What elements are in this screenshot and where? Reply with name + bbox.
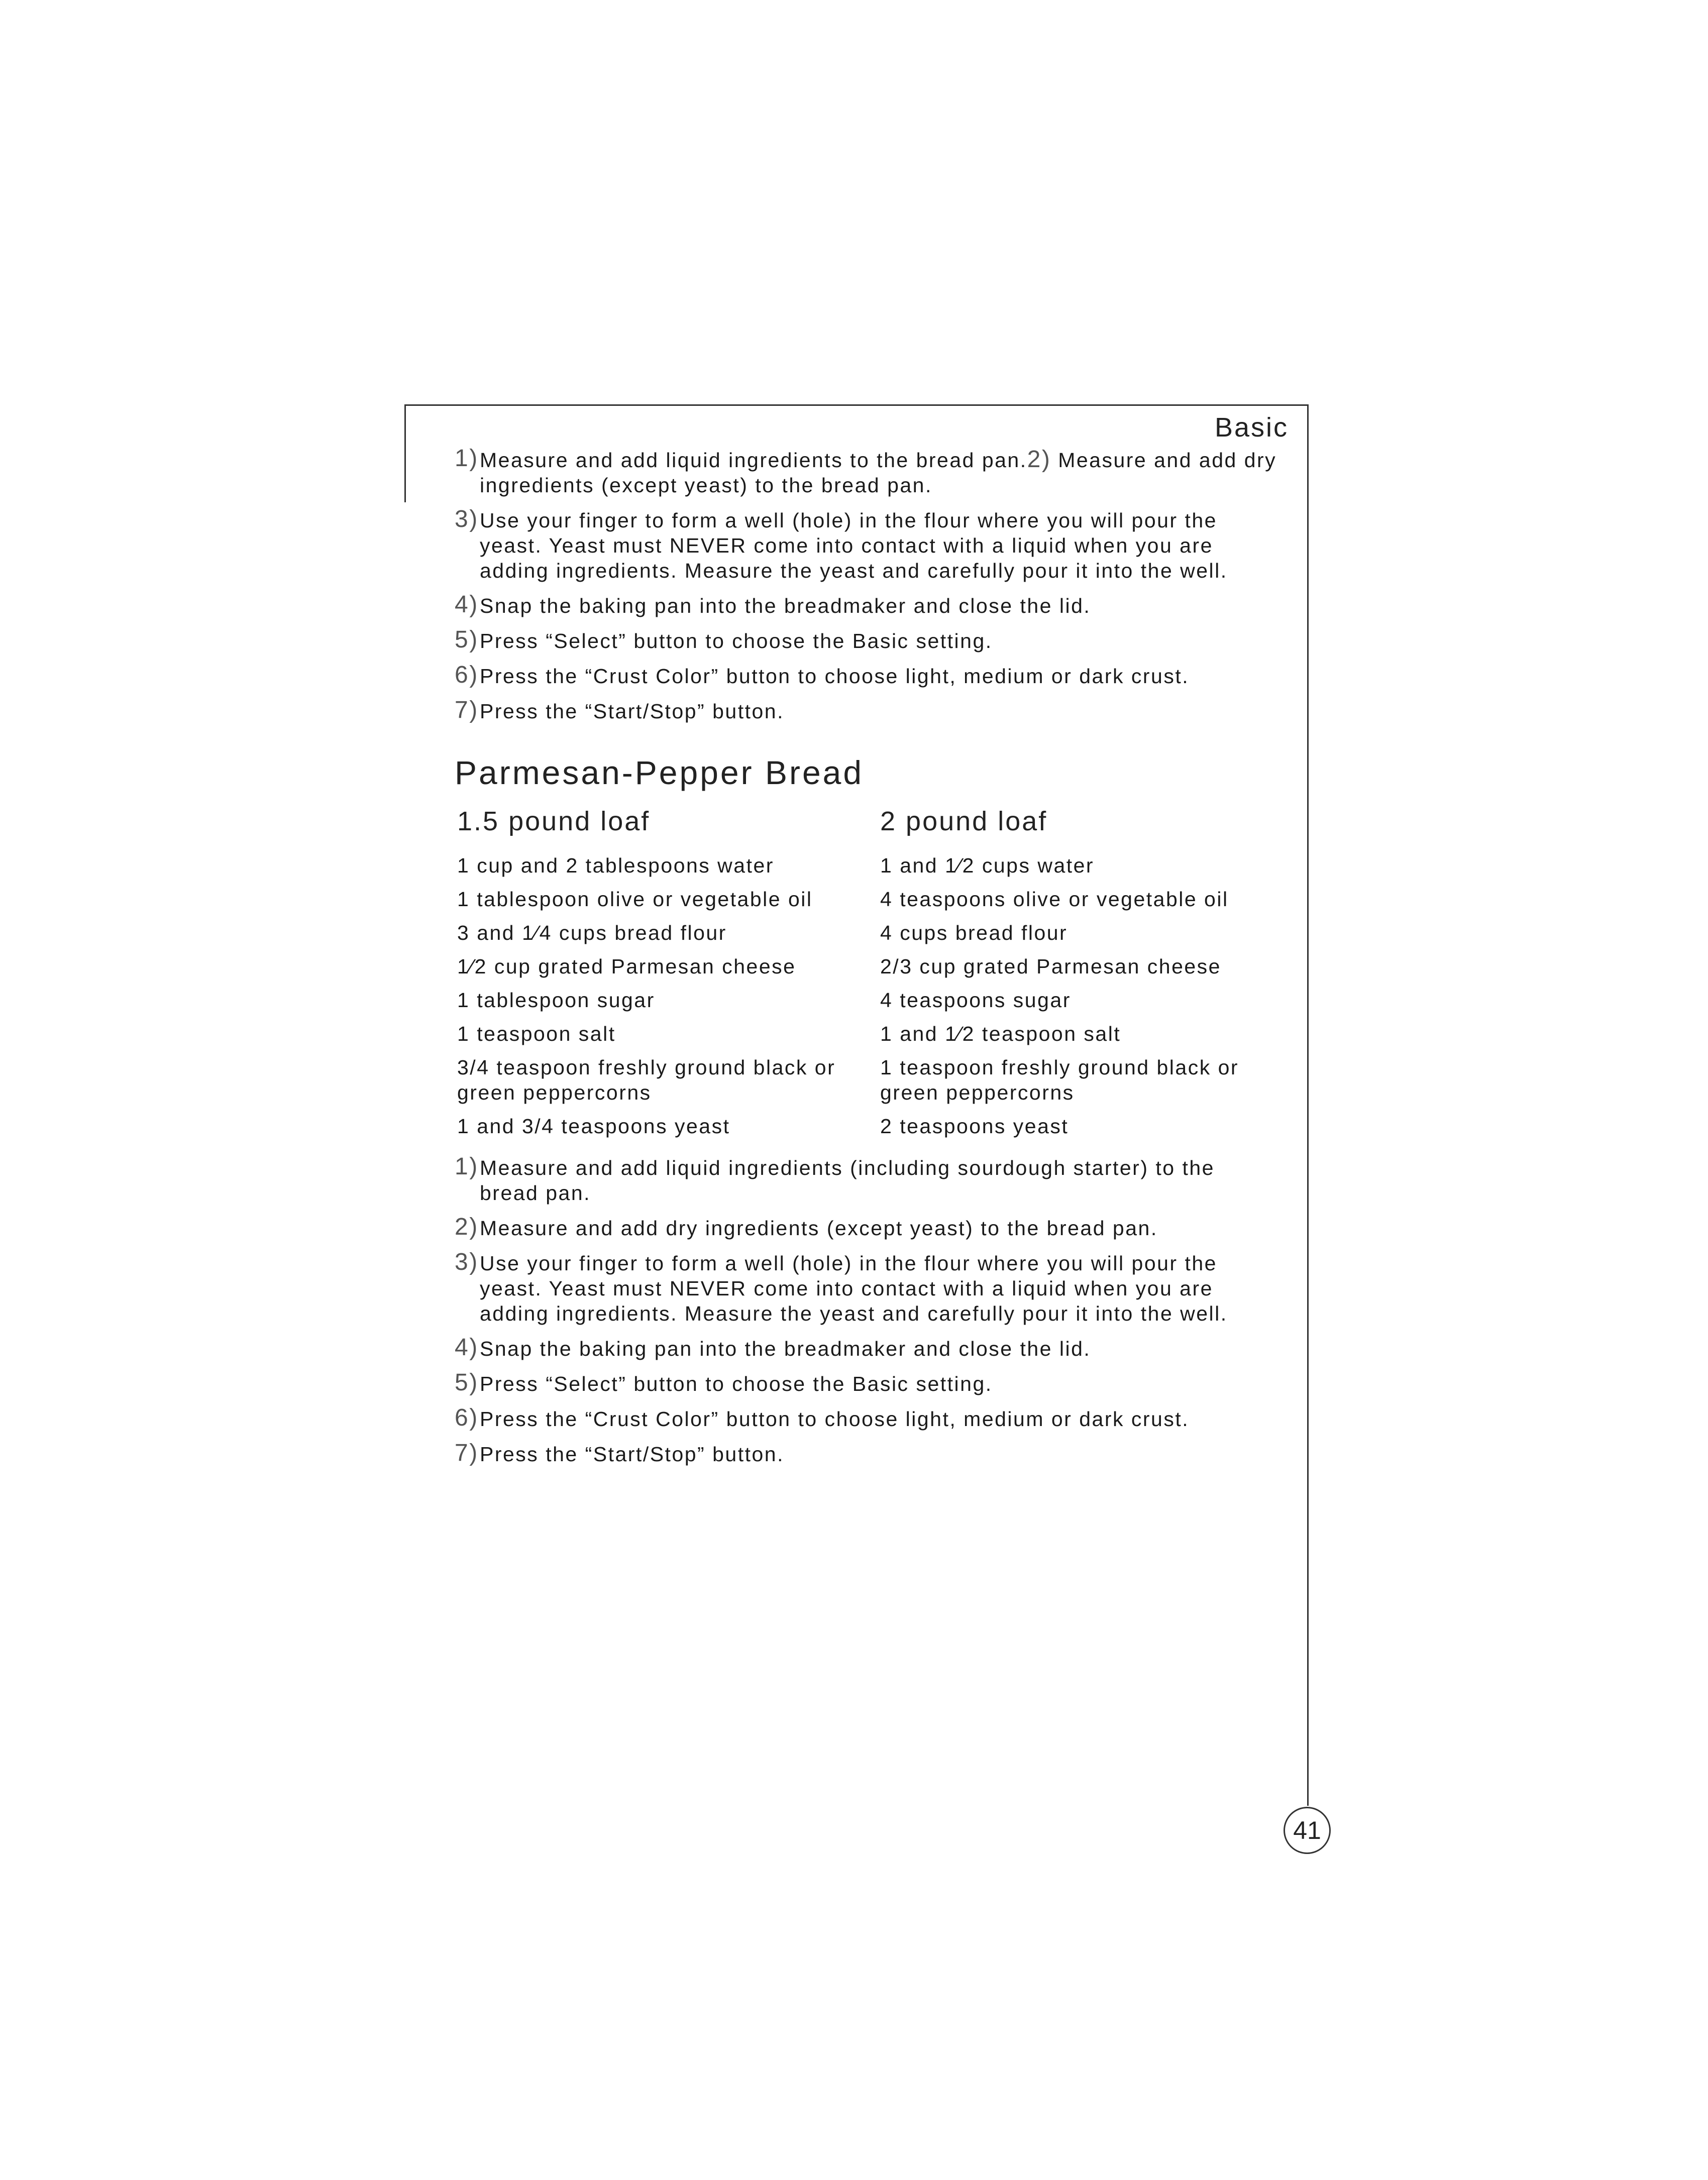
- step-number: 1): [455, 1153, 479, 1180]
- step-text: Press the “Start/Stop” button.: [480, 700, 784, 723]
- step-text: Use your finger to form a well (hole) in the flour where you will pour the yeast. Yeast must NEVER come into contact with a liquid when you are adding ingredients. Measure the yeast and carefully pour it into the well.: [480, 509, 1228, 582]
- step-text: Snap the baking pan into the breadmaker and close the lid.: [480, 594, 1091, 617]
- ingredient-item: 1 cup and 2 tablespoons water: [457, 854, 774, 877]
- ingredient-item: 1 tablespoon sugar: [457, 989, 655, 1012]
- step-text: Use your finger to form a well (hole) in the flour where you will pour the yeast. Yeast must NEVER come into contact with a liquid when you are adding ingredients. Measure the yeast and carefully pour it into the well.: [480, 1252, 1228, 1325]
- step-item: [455, 1251, 1278, 1326]
- first-steps-list: [455, 447, 1278, 734]
- ingredient-item: 4 cups bread flour: [880, 921, 1068, 944]
- ingredient-item: 1 teaspoon salt: [457, 1022, 616, 1045]
- ingredient-item: 1 and 1⁄2 teaspoon salt: [880, 1022, 1121, 1045]
- ingredient-item: 4 teaspoons olive or vegetable oil: [880, 888, 1229, 911]
- step-item: [455, 1155, 1278, 1206]
- page-frame-top-rule: [404, 404, 1309, 406]
- step-number: 6): [455, 662, 479, 688]
- step-number: 5): [455, 1369, 479, 1396]
- ingredient-item: 1⁄2 cup grated Parmesan cheese: [457, 955, 796, 978]
- step-text-continued: Measure and add dry ingredients (except yeast) to the bread pan.: [480, 449, 1277, 497]
- ingredient-item: 3 and 1⁄4 cups bread flour: [457, 921, 727, 944]
- step-number-inline: 2): [1027, 446, 1051, 473]
- step-item: [455, 628, 1278, 653]
- step-number: 4): [455, 591, 479, 618]
- step-number: 1): [455, 445, 479, 472]
- step-number: 5): [455, 626, 479, 653]
- step-item: [455, 664, 1278, 689]
- step-item: [455, 1371, 1278, 1396]
- recipe-title: Parmesan-Pepper Bread: [455, 754, 864, 791]
- step-item: [455, 1406, 1278, 1432]
- step-item: [455, 1216, 1278, 1241]
- page-frame-left-rule: [404, 404, 406, 502]
- step-item: [455, 447, 1278, 498]
- step-text: Press the “Start/Stop” button.: [480, 1443, 784, 1466]
- step-number: 3): [455, 1249, 479, 1275]
- step-text: Press the “Crust Color” button to choose light, medium or dark crust.: [480, 665, 1190, 688]
- step-number: 4): [455, 1334, 479, 1361]
- step-number: 7): [455, 1440, 479, 1466]
- ingredient-item: 1 and 3/4 teaspoons yeast: [457, 1115, 730, 1138]
- step-text: Measure and add liquid ingredients (including sourdough starter) to the bread pan.: [480, 1156, 1215, 1205]
- step-text: Measure and add liquid ingredients to the bread pan.: [480, 449, 1027, 472]
- step-item: [455, 593, 1278, 618]
- ingredient-item: 1 tablespoon olive or vegetable oil: [457, 888, 813, 911]
- step-text: Snap the baking pan into the breadmaker and close the lid.: [480, 1337, 1091, 1360]
- step-text: Press “Select” button to choose the Basic setting.: [480, 629, 993, 652]
- step-text: Measure and add dry ingredients (except yeast) to the bread pan.: [480, 1217, 1158, 1240]
- step-item: [455, 1336, 1278, 1361]
- large-loaf-column: [880, 804, 1292, 1147]
- step-number: 7): [455, 697, 479, 723]
- second-steps-list: [455, 1155, 1278, 1477]
- ingredient-item: 3/4 teaspoon freshly ground black or green peppercorns: [457, 1056, 836, 1104]
- ingredient-item: 4 teaspoons sugar: [880, 989, 1071, 1012]
- page-number: 41: [1284, 1807, 1331, 1854]
- ingredient-item: 2 teaspoons yeast: [880, 1115, 1069, 1138]
- section-label: Basic: [1214, 412, 1289, 443]
- ingredient-item: 2/3 cup grated Parmesan cheese: [880, 955, 1221, 978]
- step-item: [455, 1442, 1278, 1467]
- step-text: Press “Select” button to choose the Basic setting.: [480, 1372, 993, 1395]
- small-loaf-column: [457, 804, 869, 1147]
- step-number: 2): [455, 1214, 479, 1240]
- small-loaf-heading: 1.5 pound loaf: [457, 806, 651, 836]
- step-text: Press the “Crust Color” button to choose light, medium or dark crust.: [480, 1407, 1190, 1431]
- step-number: 3): [455, 506, 479, 532]
- page-frame-right-rule: [1307, 404, 1309, 1806]
- step-item: [455, 508, 1278, 583]
- step-item: [455, 699, 1278, 724]
- ingredient-item: 1 and 1⁄2 cups water: [880, 854, 1095, 877]
- large-loaf-heading: 2 pound loaf: [880, 806, 1048, 836]
- ingredient-item: 1 teaspoon freshly ground black or green peppercorns: [880, 1056, 1239, 1104]
- step-number: 6): [455, 1404, 479, 1431]
